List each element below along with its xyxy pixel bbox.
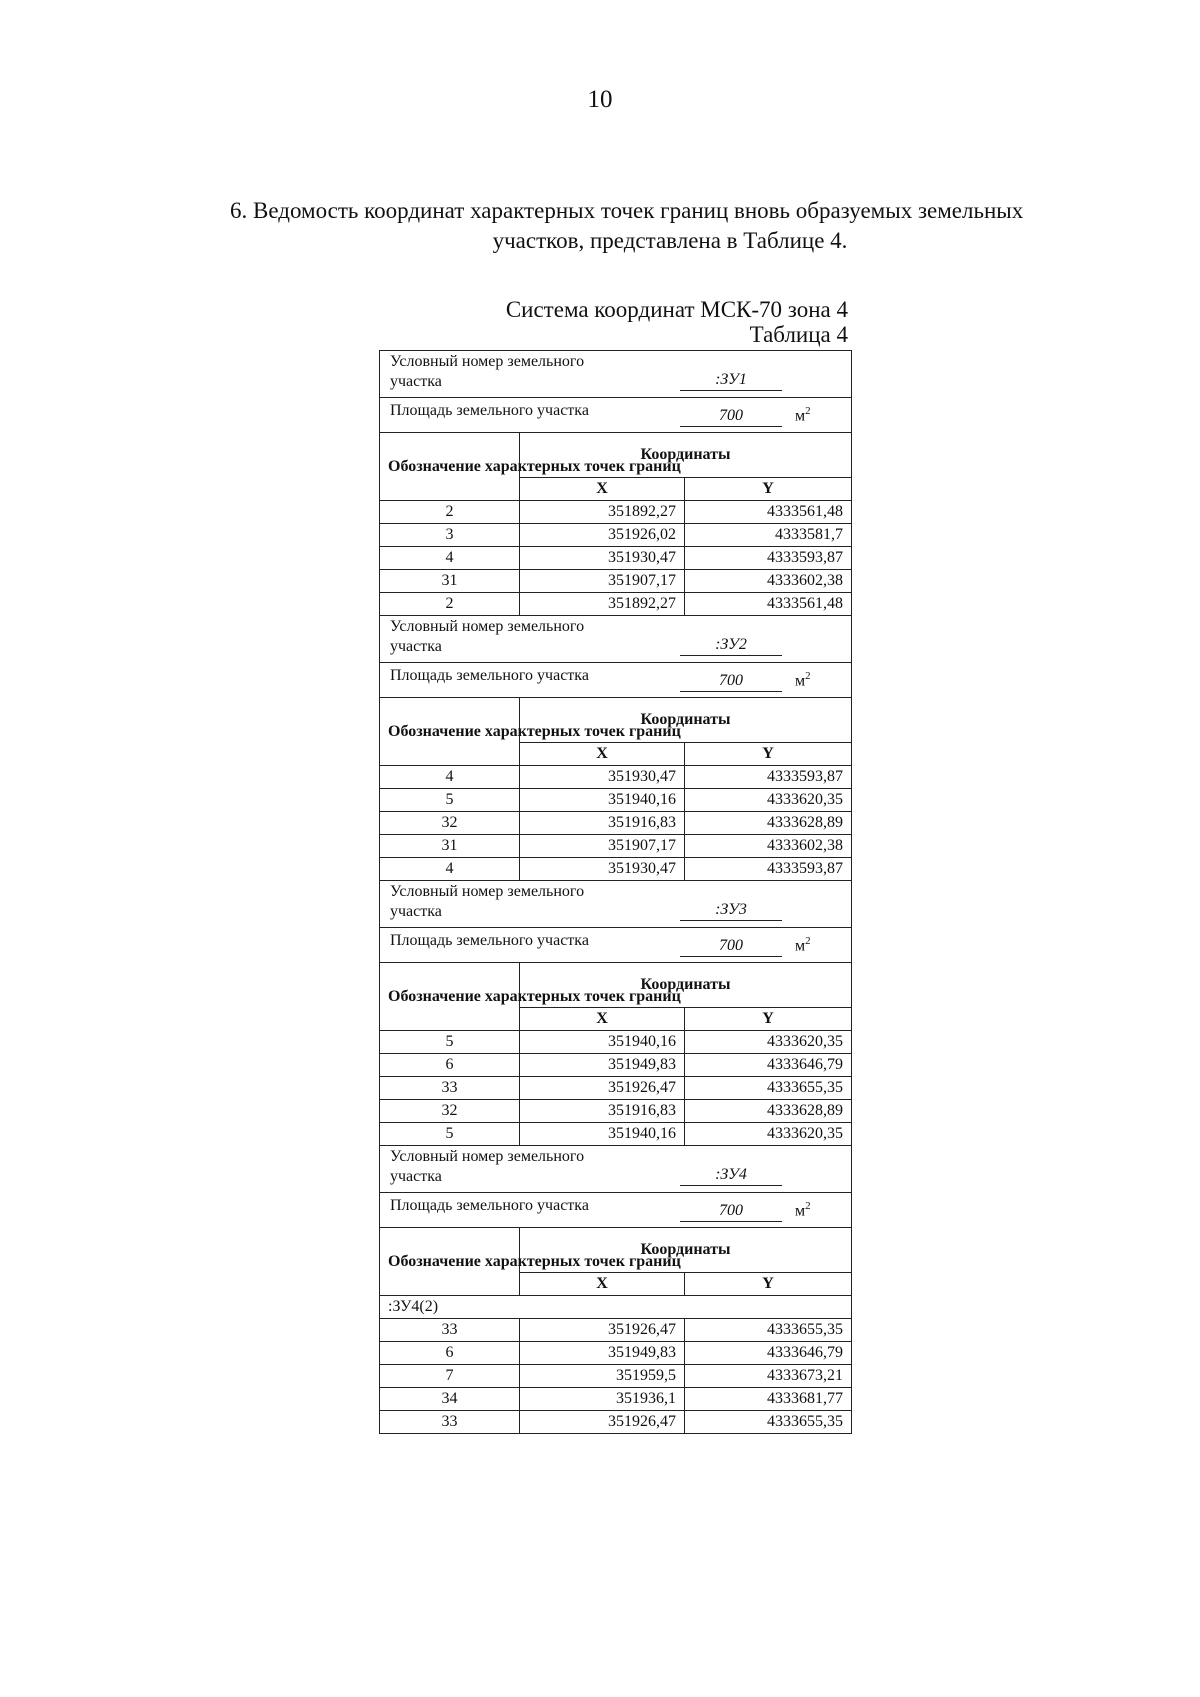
x-coordinate-cell: 351916,83: [520, 812, 685, 835]
coord-system-caption: Система координат МСК-70 зона 4: [505, 297, 848, 322]
point-id-cell: 31: [380, 570, 520, 593]
point-id-cell: 6: [380, 1342, 520, 1365]
y-coordinate-cell: 4333628,89: [685, 1100, 852, 1123]
coordinates-header: Координаты: [520, 433, 852, 478]
x-coordinate-cell: 351940,16: [520, 1031, 685, 1054]
area-unit: [795, 1195, 811, 1222]
x-coordinate-cell: 351926,47: [520, 1077, 685, 1100]
x-coordinate-cell: 351940,16: [520, 1123, 685, 1146]
y-coordinate-cell: 4333620,35: [685, 1031, 852, 1054]
y-coordinate-cell: 4333602,38: [685, 835, 852, 858]
area-unit-base: м: [795, 1202, 806, 1220]
area-unit-superscript: 2: [805, 670, 811, 682]
parcel-number-cell: [380, 351, 852, 398]
x-header: X: [520, 1273, 685, 1296]
point-id-cell: 4: [380, 547, 520, 570]
table-row: [380, 1031, 852, 1054]
parcel-number-cell: [380, 1146, 852, 1193]
y-header: Y: [685, 478, 852, 501]
sub-parcel-row: [380, 1296, 852, 1319]
y-coordinate-cell: 4333655,35: [685, 1319, 852, 1342]
area-unit-base: м: [795, 407, 806, 425]
table-row: [380, 593, 852, 616]
y-coordinate-cell: 4333646,79: [685, 1342, 852, 1365]
parcel-area-cell: [380, 663, 852, 698]
parcel-area-row: [380, 663, 852, 698]
y-coordinate-cell: 4333602,38: [685, 570, 852, 593]
table-row: [380, 835, 852, 858]
coordinates-header: Координаты: [520, 698, 852, 743]
y-header: Y: [685, 1008, 852, 1031]
point-id-cell: 33: [380, 1411, 520, 1434]
x-coordinate-cell: 351892,27: [520, 593, 685, 616]
point-id-cell: 5: [380, 1123, 520, 1146]
table-row: [380, 570, 852, 593]
parcel-number-row: [380, 351, 852, 398]
x-coordinate-cell: 351907,17: [520, 835, 685, 858]
page-number: 10: [587, 86, 613, 113]
parcel-number-row: [380, 616, 852, 663]
parcel-area-row: [380, 928, 852, 963]
coordinates-header: Координаты: [520, 1228, 852, 1273]
parcel-number-label: Условный номер земельного участка: [390, 618, 585, 655]
point-id-cell: 7: [380, 1365, 520, 1388]
area-unit-base: м: [795, 937, 806, 955]
point-id-cell: 34: [380, 1388, 520, 1411]
y-coordinate-cell: 4333620,35: [685, 1123, 852, 1146]
area-unit: [795, 930, 811, 957]
point-id-cell: 4: [380, 766, 520, 789]
parcel-area-label: Площадь земельного участка: [390, 667, 589, 684]
sub-parcel-label: :ЗУ4(2): [380, 1296, 852, 1319]
y-coordinate-cell: 4333581,7: [685, 524, 852, 547]
parcel-number-row: [380, 1146, 852, 1193]
table-header-row: [380, 1228, 852, 1273]
y-coordinate-cell: 4333655,35: [685, 1077, 852, 1100]
x-coordinate-cell: 351936,1: [520, 1388, 685, 1411]
x-header: X: [520, 743, 685, 766]
x-coordinate-cell: 351930,47: [520, 858, 685, 881]
parcel-area-row: [380, 398, 852, 433]
table-row: [380, 1411, 852, 1434]
parcel-area-value: 700: [680, 1201, 782, 1222]
table-row: [380, 1342, 852, 1365]
section-heading: [230, 196, 1110, 256]
parcel-area-label: Площадь земельного участка: [390, 932, 589, 949]
parcel-number-value: :ЗУ1: [680, 370, 782, 391]
x-coordinate-cell: 351930,47: [520, 547, 685, 570]
x-coordinate-cell: 351949,83: [520, 1342, 685, 1365]
y-coordinate-cell: 4333561,48: [685, 501, 852, 524]
parcel-area-cell: [380, 928, 852, 963]
points-header: Обозначение характерных точек границ: [380, 1228, 520, 1296]
parcel-area-value: 700: [680, 406, 782, 427]
point-id-cell: 32: [380, 812, 520, 835]
x-coordinate-cell: 351907,17: [520, 570, 685, 593]
y-coordinate-cell: 4333681,77: [685, 1388, 852, 1411]
x-coordinate-cell: 351940,16: [520, 789, 685, 812]
point-id-cell: 33: [380, 1077, 520, 1100]
table-row: [380, 1123, 852, 1146]
area-unit: [795, 400, 811, 427]
y-coordinate-cell: 4333593,87: [685, 547, 852, 570]
y-coordinate-cell: 4333593,87: [685, 766, 852, 789]
parcel-area-row: [380, 1193, 852, 1228]
table-header-row: [380, 433, 852, 478]
table-row: [380, 812, 852, 835]
table-row: [380, 1054, 852, 1077]
x-coordinate-cell: 351926,02: [520, 524, 685, 547]
parcel-number-label: Условный номер земельного участка: [390, 353, 585, 390]
points-header: Обозначение характерных точек границ: [380, 698, 520, 766]
x-coordinate-cell: 351926,47: [520, 1319, 685, 1342]
x-coordinate-cell: 351892,27: [520, 501, 685, 524]
y-coordinate-cell: 4333646,79: [685, 1054, 852, 1077]
table-row: [380, 547, 852, 570]
y-coordinate-cell: 4333620,35: [685, 789, 852, 812]
parcel-number-label: Условный номер земельного участка: [390, 1148, 585, 1185]
table-row: [380, 789, 852, 812]
parcel-number-cell: [380, 881, 852, 928]
area-unit-superscript: 2: [805, 405, 811, 417]
parcel-number-label: Условный номер земельного участка: [390, 883, 585, 920]
parcel-number-value: :ЗУ3: [680, 900, 782, 921]
parcel-area-label: Площадь земельного участка: [390, 1197, 589, 1214]
point-id-cell: 32: [380, 1100, 520, 1123]
y-coordinate-cell: 4333655,35: [685, 1411, 852, 1434]
parcel-number-cell: [380, 616, 852, 663]
point-id-cell: 2: [380, 593, 520, 616]
section-heading-line1: 6. Ведомость координат характерных точек границ вновь образуемых земельных: [230, 198, 1024, 223]
parcel-area-label: Площадь земельного участка: [390, 402, 589, 419]
table-row: [380, 1319, 852, 1342]
x-coordinate-cell: 351959,5: [520, 1365, 685, 1388]
x-coordinate-cell: 351949,83: [520, 1054, 685, 1077]
y-coordinate-cell: 4333673,21: [685, 1365, 852, 1388]
point-id-cell: 33: [380, 1319, 520, 1342]
y-coordinate-cell: 4333628,89: [685, 812, 852, 835]
area-unit: [795, 665, 811, 692]
point-id-cell: 5: [380, 1031, 520, 1054]
section-heading-line2: участков, представлена в Таблице 4.: [492, 228, 848, 253]
parcel-area-cell: [380, 1193, 852, 1228]
y-header: Y: [685, 1273, 852, 1296]
parcel-area-cell: [380, 398, 852, 433]
parcel-area-value: 700: [680, 671, 782, 692]
parcel-number-value: :ЗУ4: [680, 1165, 782, 1186]
point-id-cell: 4: [380, 858, 520, 881]
table-row: [380, 1388, 852, 1411]
x-coordinate-cell: 351930,47: [520, 766, 685, 789]
area-unit-superscript: 2: [805, 935, 811, 947]
points-header: Обозначение характерных точек границ: [380, 433, 520, 501]
parcel-area-value: 700: [680, 936, 782, 957]
x-coordinate-cell: 351926,47: [520, 1411, 685, 1434]
point-id-cell: 5: [380, 789, 520, 812]
x-coordinate-cell: 351916,83: [520, 1100, 685, 1123]
table-row: [380, 1365, 852, 1388]
table-row: [380, 858, 852, 881]
y-coordinate-cell: 4333561,48: [685, 593, 852, 616]
points-header: Обозначение характерных точек границ: [380, 963, 520, 1031]
table-row: [380, 1100, 852, 1123]
y-coordinate-cell: 4333593,87: [685, 858, 852, 881]
table-row: [380, 501, 852, 524]
table-row: [380, 766, 852, 789]
area-unit-superscript: 2: [805, 1200, 811, 1212]
y-header: Y: [685, 743, 852, 766]
point-id-cell: 6: [380, 1054, 520, 1077]
point-id-cell: 31: [380, 835, 520, 858]
x-header: X: [520, 478, 685, 501]
point-id-cell: 3: [380, 524, 520, 547]
area-unit-base: м: [795, 672, 806, 690]
table-caption: Таблица 4: [749, 322, 848, 347]
table-row: [380, 524, 852, 547]
parcel-number-row: [380, 881, 852, 928]
table-header-row: [380, 963, 852, 1008]
coordinates-header: Координаты: [520, 963, 852, 1008]
coordinates-table: [379, 350, 852, 1434]
parcel-number-value: :ЗУ2: [680, 635, 782, 656]
point-id-cell: 2: [380, 501, 520, 524]
table-header-row: [380, 698, 852, 743]
x-header: X: [520, 1008, 685, 1031]
table-row: [380, 1077, 852, 1100]
